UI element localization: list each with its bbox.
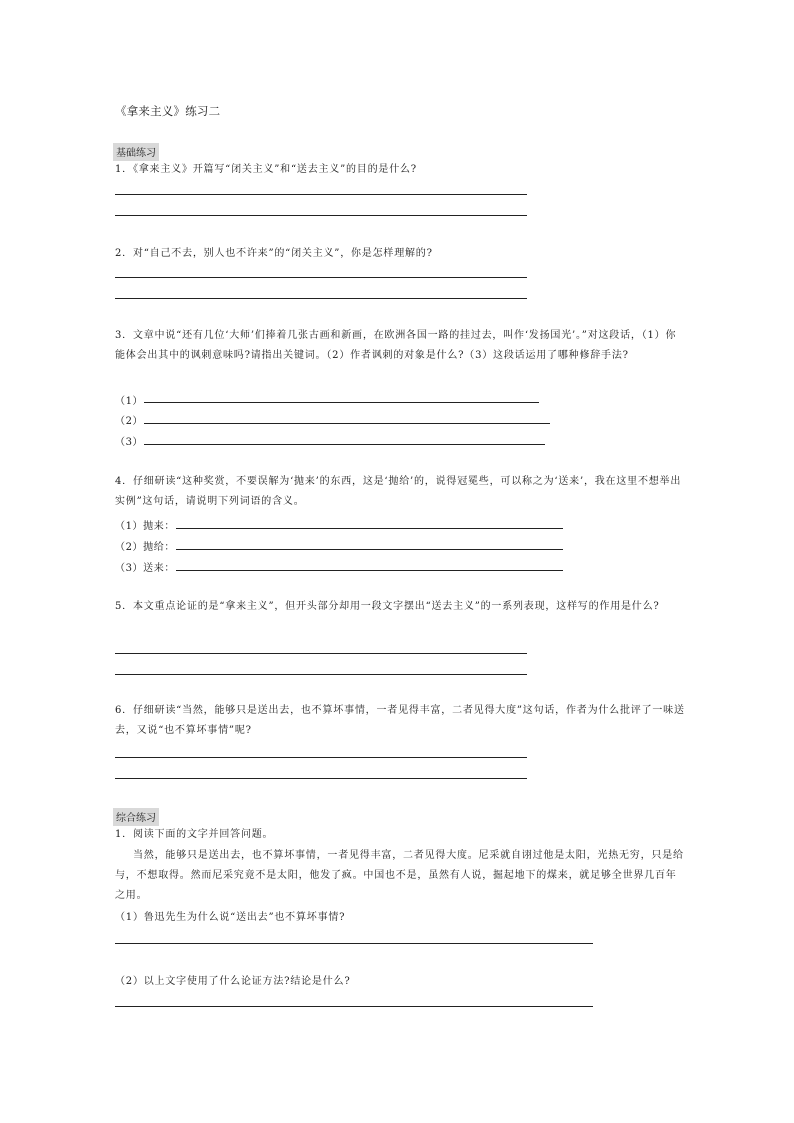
answer-label: （1） xyxy=(115,396,144,407)
answer-label: （1）抛来： xyxy=(115,521,175,532)
answer-label: （3） xyxy=(115,437,144,448)
question-1: 1．《拿来主义》开篇写“闭关主义”和“送去主义”的目的是什么? xyxy=(115,164,417,175)
question-6: 6．仔细研读“当然，能够只是送出去，也不算坏事情，一者见得丰富，二者见得大度”这句话，作者为什么批评了一味送去，又说“也不算坏事情”呢? xyxy=(115,705,685,736)
answer-line[interactable] xyxy=(115,194,527,195)
answer-line[interactable] xyxy=(115,943,593,944)
comprehensive-question-1: 1．阅读下面的文字并回答问题。 xyxy=(115,829,274,840)
question-5: 5．本文重点论证的是“拿来主义”，但开头部分却用一段文字摆出“送去主义”的一系列表现，这样写的作用是什么? xyxy=(115,601,660,612)
answer-line[interactable] xyxy=(115,757,527,758)
question-2: 2．对“自己不去，别人也不许来”的“闭关主义”，你是怎样理解的? xyxy=(115,248,433,259)
answer-label: （3）送来： xyxy=(115,563,175,574)
answer-line[interactable] xyxy=(115,298,527,299)
answer-line[interactable] xyxy=(115,215,527,216)
question-4: 4．仔细研读“这种奖赏，不要误解为‘抛来’的东西，这是‘抛给’的，说得冠冕些，可以称之为‘送来’，我在这里不想举出实例”这句话，请说明下列词语的含义。 xyxy=(115,476,682,507)
answer-line[interactable] xyxy=(144,402,539,403)
section-basic-label: 基础练习 xyxy=(113,143,159,161)
answer-line[interactable] xyxy=(176,549,563,550)
answer-line[interactable] xyxy=(115,674,527,675)
answer-line[interactable] xyxy=(176,528,563,529)
answer-line[interactable] xyxy=(115,653,527,654)
answer-line[interactable] xyxy=(176,570,563,571)
answer-label: （2） xyxy=(115,416,144,427)
answer-label: （2）抛给： xyxy=(115,542,175,553)
comprehensive-subquestion-2: （2）以上文字使用了什么论证方法?结论是什么? xyxy=(115,976,351,987)
page-title: 《拿来主义》练习二 xyxy=(115,104,221,118)
comprehensive-subquestion-1: （1）鲁迅先生为什么说“送出去”也不算坏事情? xyxy=(115,912,346,923)
answer-line[interactable] xyxy=(115,1006,593,1007)
answer-line[interactable] xyxy=(144,423,550,424)
answer-line[interactable] xyxy=(115,778,527,779)
reading-passage: 当然，能够只是送出去，也不算坏事情，一者见得丰富，二者见得大度。尼采就自诩过他是太阳，光热无穷，只是给与，不想取得。然而尼采究竟不是太阳，他发了疯。中国也不是，虽然有人说，掘起地下的煤来，就足够全世界几百年之用。 xyxy=(115,850,684,901)
answer-line[interactable] xyxy=(144,444,545,445)
answer-line[interactable] xyxy=(115,277,527,278)
question-3: 3．文章中说“还有几位‘大师’们捧着几张古画和新画，在欧洲各国一路的挂过去，叫作‘发扬国光’。”对这段话，（1）你能体会出其中的讽刺意味吗?请指出关键词。（2）作者讽刺的对象是什么?（3）这段话运用了哪种修辞手法? xyxy=(115,330,677,361)
section-comprehensive-label: 综合练习 xyxy=(113,808,159,826)
